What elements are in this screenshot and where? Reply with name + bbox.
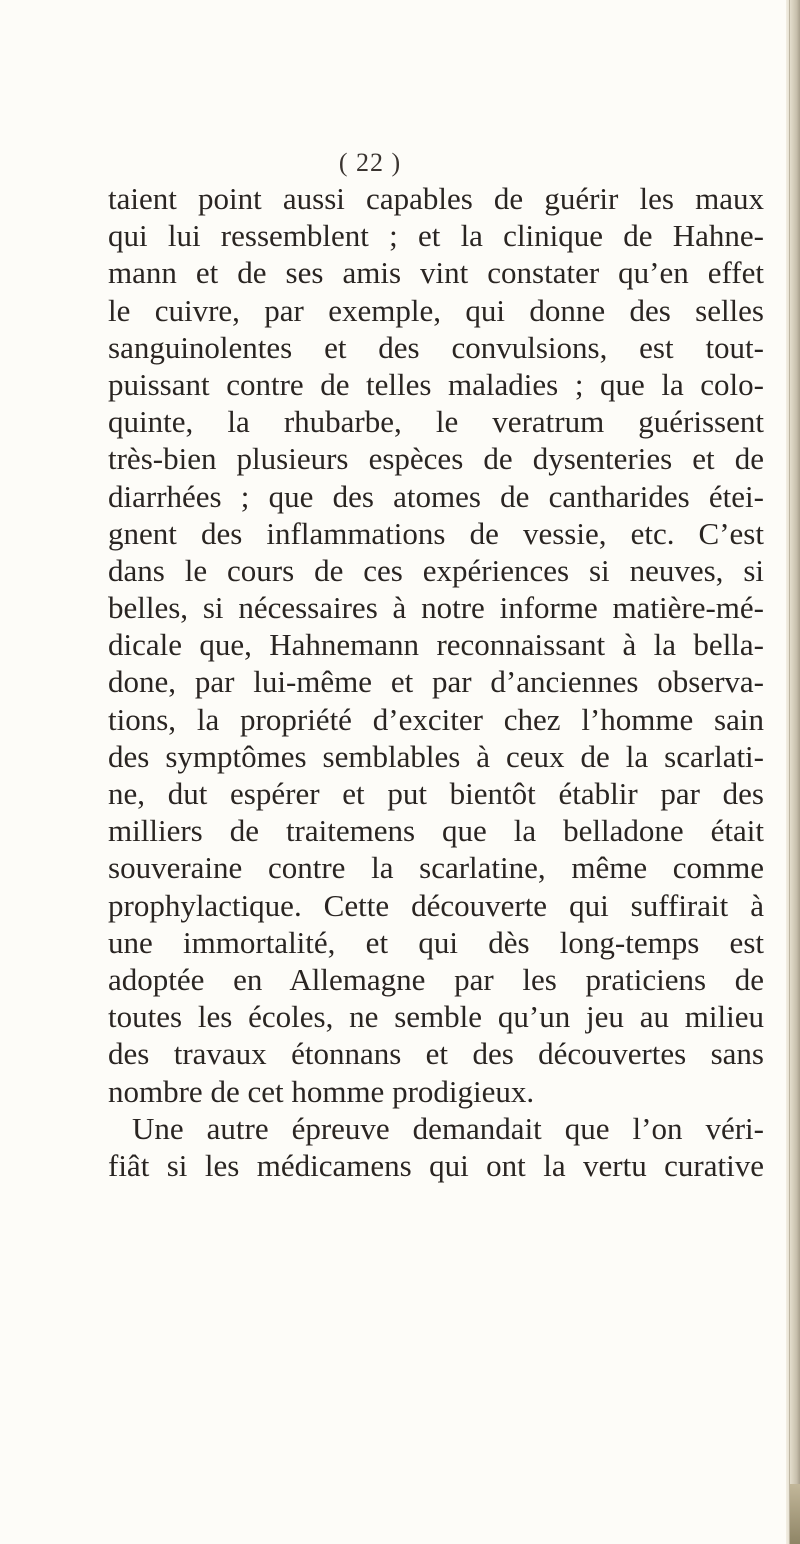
paragraph-1 (108, 180, 764, 1110)
text-line: des symptômes semblables à ceux de la scarlati- (108, 738, 764, 774)
text-line: dans le cours de ces expériences si neuves, si (108, 552, 764, 588)
text-line: milliers de traitemens que la belladone était (108, 813, 764, 849)
text-line: fiât si les médicamens qui ont la vertu curative (108, 1147, 764, 1183)
text-line: diarrhées ; que des atomes de cantharides étei- (108, 478, 764, 514)
page-edge-line (789, 0, 790, 1544)
text-line: adoptée en Allemagne par les praticiens de (108, 961, 764, 997)
page-number: ( 22 ) (338, 148, 402, 177)
text-line: puissant contre de telles maladies ; que la colo- (108, 366, 764, 402)
page-corner-mark (790, 1484, 800, 1544)
text-line: des travaux étonnans et des découvertes sans (108, 1036, 764, 1072)
text-line: tions, la propriété d’exciter chez l’homme sain (108, 701, 764, 737)
text-line: ne, dut espérer et put bientôt établir par des (108, 776, 764, 811)
text-line: très-bien plusieurs espèces de dysenteries et de (108, 441, 764, 477)
paragraph-2 (108, 1110, 764, 1184)
text-line: gnent des inflammations de vessie, etc. C’est (108, 515, 764, 551)
text-line: dicale que, Hahnemann reconnaissant à la bella- (108, 627, 764, 663)
text-line: mann et de ses amis vint constater qu’en effet (108, 255, 764, 291)
text-line: qui lui ressemblent ; et la clinique de Hahne- (108, 218, 764, 254)
text-line: toutes les écoles, ne semble qu’un jeu au milieu (108, 999, 764, 1035)
text-line: Une autre épreuve demandait que l’on véri- (132, 1110, 764, 1146)
text-line: une immortalité, et qui dès long-temps est (108, 924, 764, 960)
text-line: quinte, la rhubarbe, le veratrum guérissent (108, 404, 764, 440)
body-text (108, 180, 764, 1184)
text-line: nombre de cet homme prodigieux. (108, 1073, 535, 1109)
text-line: taient point aussi capables de guérir les maux (108, 181, 764, 216)
text-line: prophylactique. Cette découverte qui suffirait à (108, 887, 764, 923)
text-line: belles, si nécessaires à notre informe matière-mé- (108, 590, 764, 626)
text-line: souveraine contre la scarlatine, même comme (108, 850, 764, 886)
text-line: done, par lui-même et par d’anciennes observa- (108, 664, 764, 700)
text-line: sanguinolentes et des convulsions, est tout- (108, 329, 764, 365)
text-line: le cuivre, par exemple, qui donne des selles (108, 292, 764, 328)
